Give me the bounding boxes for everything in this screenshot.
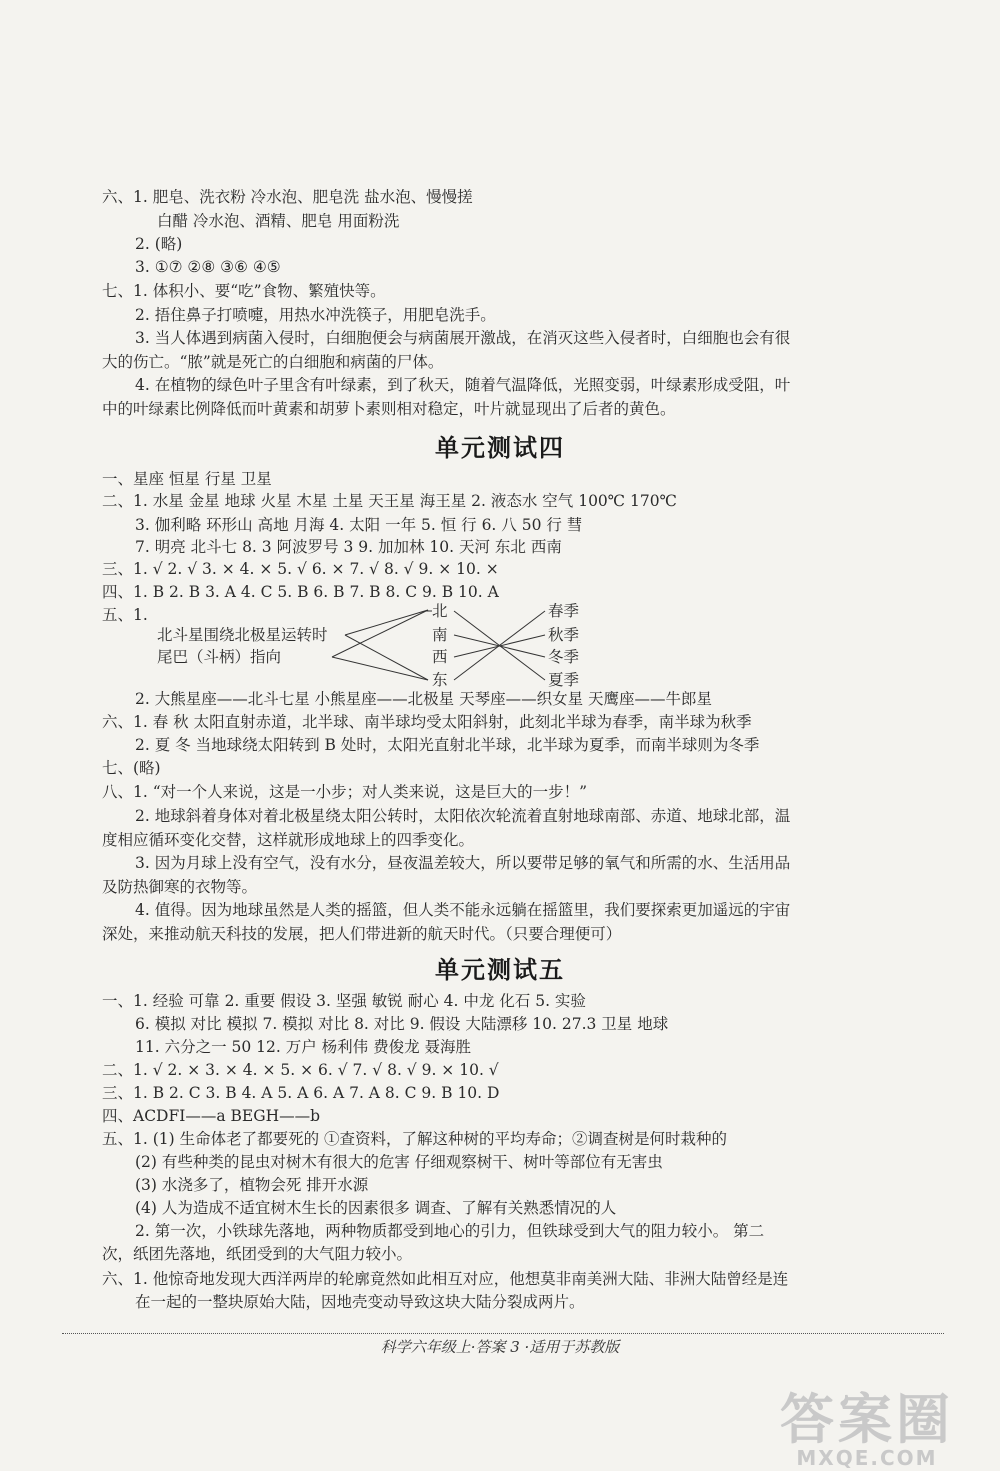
footer-divider: [62, 1333, 944, 1334]
answer-line: 三、1. B 2. C 3. B 4. A 5. A 6. A 7. A 8. C 9. B 10. D: [102, 1084, 500, 1102]
match-line: [345, 635, 428, 680]
answer-line: 11. 六分之一 50 12. 万户 杨利伟 费俊龙 聂海胜: [135, 1038, 472, 1056]
answer-line: (3) 水浇多了，植物会死 排开水源: [135, 1176, 369, 1194]
answer-line: 7. 明亮 北斗七 8. 3 阿波罗号 3 9. 加加林 10. 天河 东北 西南: [135, 538, 562, 556]
answer-line: 六、1. 他惊奇地发现大西洋两岸的轮廓竟然如此相互对应，他想莫非南美洲大陆、非洲大陆曾经是连: [102, 1270, 789, 1288]
answer-line: 六、1. 肥皂、洗衣粉 冷水泡、肥皂洗 盐水泡、慢慢搓: [102, 188, 473, 206]
answer-line: 度相应循环变化交替，这样就形成地球上的四季变化。: [102, 831, 475, 849]
answer-line: 3. 当人体遇到病菌入侵时，白细胞便会与病菌展开激战，在消灭这些入侵者时，白细胞也会有很: [135, 329, 791, 347]
match-right-item: 春季: [548, 602, 580, 620]
answer-line: 七、(略): [102, 759, 161, 777]
page-footer: 科学六年级上·答案 3 ·适用于苏教版: [380, 1338, 620, 1356]
answer-line: 八、1. “对一个人来说，这是一小步；对人类来说，这是巨大的一步！”: [102, 783, 588, 801]
answer-line: 3. ①⑦ ②⑧ ③⑥ ④⑤: [135, 258, 281, 276]
answer-line: 五、1. (1) 生命体老了都要死的 ①查资料，了解这种树的平均寿命；②调查树是何时栽种的: [102, 1130, 728, 1148]
answer-line: 4. 在植物的绿色叶子里含有叶绿素，到了秋天，随着气温降低，光照变弱，叶绿素形成受阻，叶: [135, 376, 791, 394]
answer-line: 四、ACDFI——a BEGH——b: [102, 1107, 321, 1125]
answer-line: 一、星座 恒星 行星 卫星: [102, 470, 272, 488]
answer-line: 2. 第一次，小铁球先落地，两种物质都受到地心的引力，但铁球受到大气的阻力较小。 第二: [135, 1222, 765, 1240]
answer-line: 三、1. √ 2. √ 3. × 4. × 5. √ 6. × 7. √ 8. √ 9. × 10. ×: [102, 560, 499, 578]
match-middle-item: 西: [432, 648, 448, 666]
answer-line: 五、1.: [102, 606, 148, 624]
answer-line: 2. 地球斜着身体对着北极星绕太阳公转时，太阳依次轮流着直射地球南部、赤道、地球北部，温: [135, 807, 791, 825]
match-right-item: 冬季: [548, 648, 580, 666]
answer-line: 2. 大熊星座——北斗七星 小熊星座——北极星 天琴座——织女星 天鹰座——牛郎星: [135, 690, 712, 708]
answer-line: 2. 夏 冬 当地球绕太阳转到 B 处时，太阳光直射北半球，北半球为夏季，而南半球则为冬季: [135, 736, 760, 754]
match-right-item: 夏季: [548, 671, 580, 689]
watermark-url: MXQE.COM: [796, 1446, 938, 1470]
match-middle-item: 东: [432, 671, 448, 689]
match-line: [345, 610, 428, 635]
match-left-item: 尾巴（斗柄）指向: [157, 648, 282, 666]
answer-line: 六、1. 春 秋 太阳直射赤道，北半球、南半球均受太阳斜射，此刻北半球为春季，南半球为秋季: [102, 713, 752, 731]
matching-lines: [0, 0, 1000, 700]
match-middle-item: 北: [432, 602, 448, 620]
answer-line: 四、1. B 2. B 3. A 4. C 5. B 6. B 7. B 8. C 9. B 10. A: [102, 583, 499, 601]
answer-line: 3. 因为月球上没有空气，没有水分，昼夜温差较大，所以要带足够的氧气和所需的水、生活用品: [135, 854, 791, 872]
match-middle-item: 南: [432, 626, 448, 644]
answer-line: 白醋 冷水泡、酒精、肥皂 用面粉洗: [157, 212, 400, 230]
section-title: 单元测试四: [435, 434, 565, 462]
answer-line: 二、1. √ 2. × 3. × 4. × 5. × 6. √ 7. √ 8. √ 9. × 10. √: [102, 1061, 499, 1079]
answer-line: 6. 模拟 对比 模拟 7. 模拟 对比 8. 对比 9. 假设 大陆漂移 10. 27.3 卫星 地球: [135, 1015, 669, 1033]
watermark: [752, 1390, 982, 1470]
answer-line: 及防热御寒的衣物等。: [102, 878, 258, 896]
match-line: [332, 657, 428, 680]
answer-line: 次，纸团先落地，纸团受到的大气阻力较小。: [102, 1245, 413, 1263]
answer-line: 在一起的一整块原始大陆，因地壳变动导致这块大陆分裂成两片。: [135, 1293, 585, 1311]
answer-line: 深处，来推动航天科技的发展，把人们带进新的航天时代。（只要合理便可）: [102, 925, 622, 943]
answer-line: 2. 捂住鼻子打喷嚏，用热水冲洗筷子，用肥皂洗手。: [135, 306, 496, 324]
answer-line: 大的伤亡。“脓”就是死亡的白细胞和病菌的尸体。: [102, 353, 444, 371]
match-line: [332, 610, 428, 657]
section-title: 单元测试五: [435, 956, 565, 984]
answer-line: (4) 人为造成不适宜树木生长的因素很多 调查、了解有关熟悉情况的人: [135, 1199, 617, 1217]
answer-line: 中的叶绿素比例降低而叶黄素和胡萝卜素则相对稳定，叶片就显现出了后者的黄色。: [102, 400, 676, 418]
match-right-item: 秋季: [548, 626, 580, 644]
watermark-logo: 答案圈: [780, 1388, 954, 1451]
answer-line: 4. 值得。因为地球虽然是人类的摇篮，但人类不能永远躺在摇篮里，我们要探索更加遥远的宇宙: [135, 901, 791, 919]
answer-line: 七、1. 体积小、要“吃”食物、繁殖快等。: [102, 282, 386, 300]
answer-line: (2) 有些种类的昆虫对树木有很大的危害 仔细观察树干、树叶等部位有无害虫: [135, 1153, 663, 1171]
answer-line: 二、1. 水星 金星 地球 火星 木星 土星 天王星 海王星 2. 液态水 空气 100℃ 170℃: [102, 492, 677, 510]
answer-line: 2. (略): [135, 235, 183, 253]
answer-line: 一、1. 经验 可靠 2. 重要 假设 3. 坚强 敏锐 耐心 4. 中龙 化石 5. 实验: [102, 992, 586, 1010]
answer-line: 3. 伽利略 环形山 高地 月海 4. 太阳 一年 5. 恒 行 6. 八 50 行 彗: [135, 516, 583, 534]
match-left-item: 北斗星围绕北极星运转时: [157, 626, 328, 644]
